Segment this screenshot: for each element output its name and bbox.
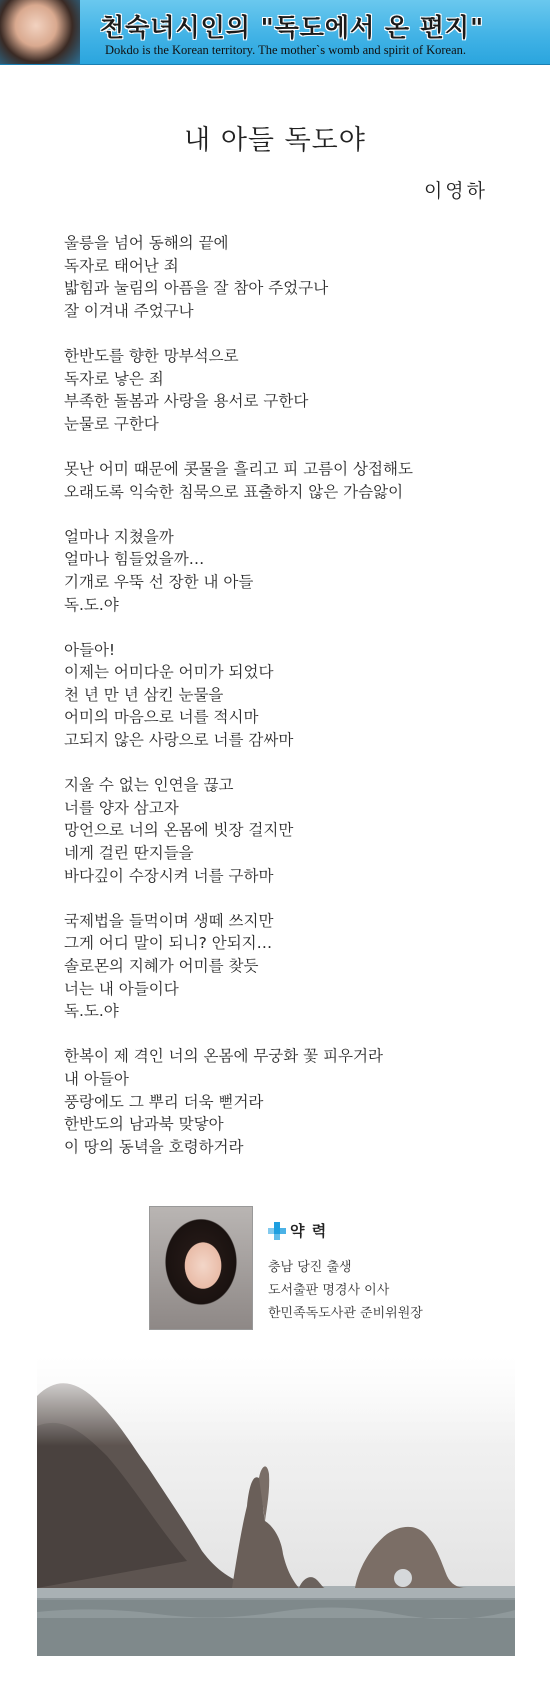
poem-line: 밟힘과 눌림의 아픔을 잘 참아 주었구나: [64, 279, 329, 298]
poem-line: 오래도록 익숙한 침묵으로 표출하지 않은 가슴앓이: [64, 482, 404, 501]
poem-line: 너는 내 아들이다: [64, 979, 179, 998]
poem-line: 천 년 만 년 삼킨 눈물을: [64, 685, 224, 704]
poem-line: 기개로 우뚝 선 장한 내 아들: [64, 572, 254, 591]
poem-line: 그게 어디 말이 되니? 안되지…: [64, 934, 273, 953]
banner-title: 천숙녀시인의 "독도에서 온 편지": [100, 13, 485, 42]
poem-line: 독.도.야: [64, 595, 119, 614]
poem-stanza: [64, 232, 524, 322]
poem-line: 독자로 낳은 죄: [64, 369, 164, 388]
poem-body: [64, 232, 524, 1158]
poem-line: 잘 이겨내 주었구나: [64, 301, 194, 320]
profile-line: 한민족독도사관 준비위원장: [268, 1306, 423, 1321]
profile-line: 충남 당진 출생: [268, 1260, 352, 1275]
poem-line: 못난 어미 때문에 콧물을 흘리고 피 고름이 상접해도: [64, 459, 413, 478]
poem-line: 어미의 마음으로 너를 적시마: [64, 708, 259, 727]
dokdo-island-photo: [37, 1356, 515, 1656]
poem-stanza: [64, 458, 524, 503]
poem-stanza: [64, 1045, 524, 1158]
photo-top-fade: [37, 1356, 515, 1446]
poem-line: 한반도의 남과북 맞닿아: [64, 1115, 224, 1134]
poem-line: 지울 수 없는 인연을 끊고: [64, 776, 234, 795]
profile-line: 도서출판 명경사 이사: [268, 1283, 390, 1298]
poem-line: 얼마나 힘들었을까…: [64, 550, 205, 569]
poem-title: 내 아들 독도야: [184, 125, 366, 156]
poem-line: 독.도.야: [64, 1002, 119, 1021]
poem-line: 국제법을 들먹이며 생떼 쓰지만: [64, 911, 274, 930]
poem-line: 내 아들아: [64, 1069, 129, 1088]
poem-line: 한반도를 향한 망부석으로: [64, 346, 239, 365]
profile-heading: 약 력: [290, 1222, 328, 1240]
poem-line: 너를 양자 삼고자: [64, 798, 179, 817]
author-photo: [149, 1206, 253, 1330]
poem-line: 풍랑에도 그 뿌리 더욱 뻗거라: [64, 1092, 264, 1111]
poem-line: 한복이 제 격인 너의 온몸에 무궁화 꽃 피우거라: [64, 1047, 383, 1066]
poem-line: 아들아!: [64, 640, 116, 659]
poem-line: 이제는 어미다운 어미가 되었다: [64, 663, 274, 682]
poem-stanza: [64, 345, 524, 435]
poem-stanza: [64, 910, 524, 1023]
poem-line: 얼마나 지쳤을까: [64, 527, 174, 546]
poem-line: 바다깊이 수장시켜 너를 구하마: [64, 866, 274, 885]
poem-line: 망언으로 너의 온몸에 빗장 걸지만: [64, 821, 294, 840]
cross-bullet-icon: [268, 1222, 286, 1244]
header-banner: [0, 0, 550, 65]
poem-line: 이 땅의 동녁을 호령하거라: [64, 1137, 244, 1156]
profile-lines: [268, 1256, 423, 1325]
poem-stanza: [64, 774, 524, 887]
poem-line: 울릉을 넘어 동해의 끝에: [64, 234, 229, 252]
poem-stanza: [64, 639, 524, 752]
poem-line: 솔로몬의 지혜가 어미를 찾듯: [64, 957, 259, 975]
poem-line: 네게 걸린 딴지들을: [64, 844, 194, 863]
poem-line: 독자로 태어난 죄: [64, 256, 179, 275]
banner-subtitle: Dokdo is the Korean territory. The mother`s womb and spirit of Korean.: [105, 43, 467, 57]
poem-line: 눈물로 구한다: [64, 414, 159, 433]
poem-stanza: [64, 526, 524, 616]
poet-portrait-thumbnail: [0, 0, 80, 64]
poem-line: 고되지 않은 사랑으로 너를 감싸마: [64, 731, 294, 750]
poem-line: 부족한 돌봄과 사랑을 용서로 구한다: [64, 392, 309, 411]
poem-author: 이영하: [423, 180, 488, 202]
